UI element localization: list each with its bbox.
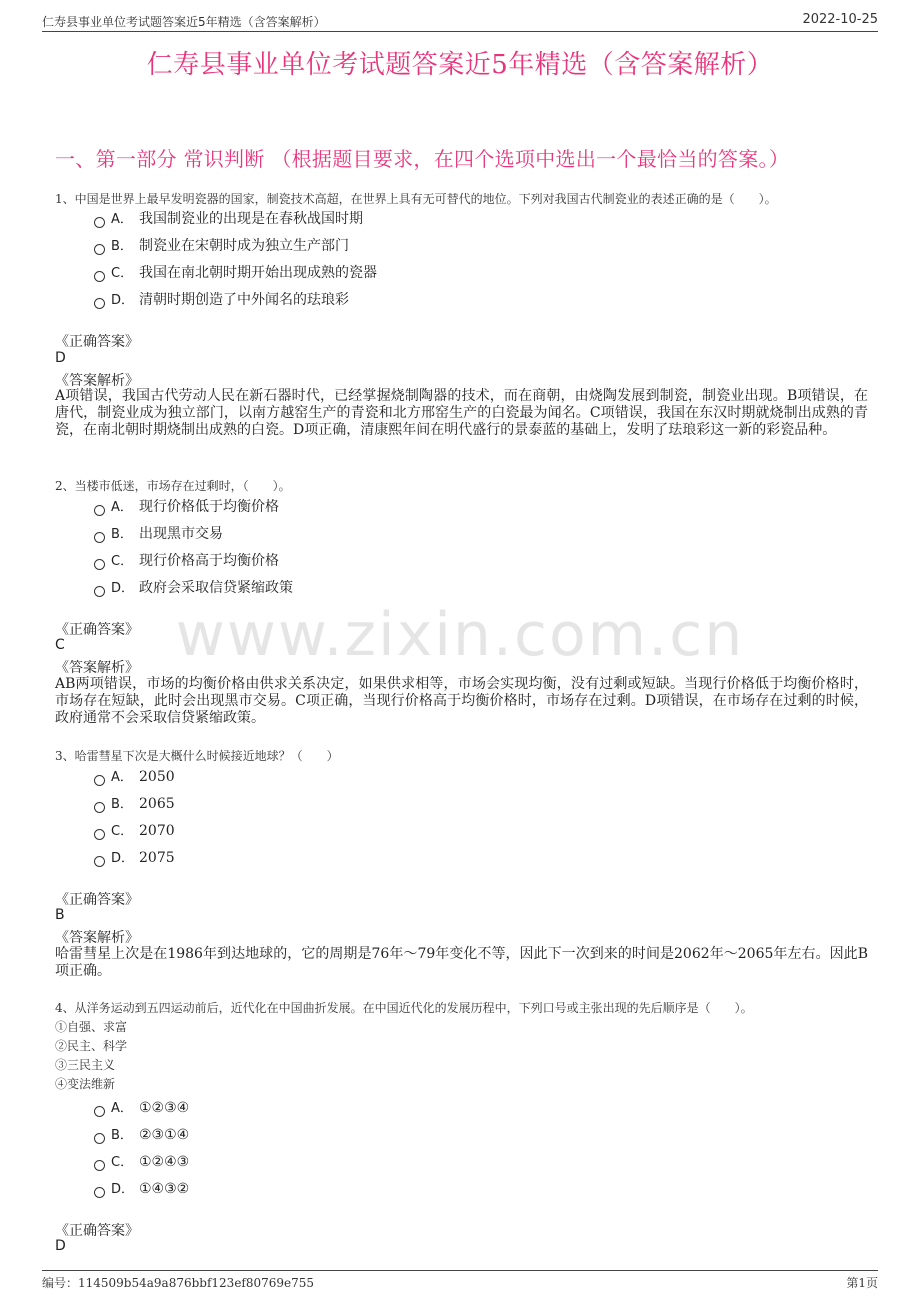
question-1-answer-label: 《正确答案》 <box>55 334 139 350</box>
question-4-answer: D <box>55 1238 66 1254</box>
radio-icon[interactable] <box>94 1133 105 1144</box>
question-2-stem: 2、当楼市低迷，市场存在过剩时，（ ）。 <box>55 479 291 493</box>
page-header <box>42 12 878 32</box>
question-3-option-b[interactable]: B． 2065 <box>94 793 175 813</box>
radio-icon[interactable] <box>94 298 105 309</box>
radio-icon[interactable] <box>94 829 105 840</box>
question-2-option-d[interactable]: D． 政府会采取信贷紧缩政策 <box>94 577 293 597</box>
question-2-option-b[interactable]: B． 出现黑市交易 <box>94 523 223 543</box>
question-1-answer: D <box>55 350 66 366</box>
radio-icon[interactable] <box>94 271 105 282</box>
question-4-answer-label: 《正确答案》 <box>55 1223 139 1239</box>
radio-icon[interactable] <box>94 532 105 543</box>
question-1-analysis-label: 《答案解析》 <box>55 373 139 389</box>
radio-icon[interactable] <box>94 802 105 813</box>
question-4-item-1: ①自强、求富 <box>55 1020 128 1034</box>
page-footer <box>42 1270 878 1290</box>
radio-icon[interactable] <box>94 505 105 516</box>
watermark: www.zixin.com.cn <box>175 600 745 670</box>
question-3-option-c[interactable]: C． 2070 <box>94 820 175 840</box>
question-3-answer-label: 《正确答案》 <box>55 892 139 908</box>
question-1-option-d[interactable]: D． 清朝时期创造了中外闻名的珐琅彩 <box>94 289 349 309</box>
question-2-answer: C <box>55 637 65 653</box>
question-4-item-4: ④变法维新 <box>55 1077 116 1091</box>
question-1-option-b[interactable]: B． 制瓷业在宋朝时成为独立生产部门 <box>94 235 349 255</box>
question-4-item-2: ②民主、科学 <box>55 1039 128 1053</box>
document-title: 仁寿县事业单位考试题答案近5年精选（含答案解析） <box>146 50 774 80</box>
radio-icon[interactable] <box>94 1187 105 1198</box>
question-2-option-c[interactable]: C． 现行价格高于均衡价格 <box>94 550 279 570</box>
question-4-stem: 4、从洋务运动到五四运动前后，近代化在中国曲折发展。在中国近代化的发展历程中，下列口号或主张出现的先后顺序是（ ）。 <box>55 1001 753 1015</box>
footer-page-number: 第1页 <box>846 1276 878 1290</box>
question-4-option-b[interactable]: B． ②③①④ <box>94 1124 189 1144</box>
radio-icon[interactable] <box>94 775 105 786</box>
question-1-option-a[interactable]: A． 我国制瓷业的出现是在春秋战国时期 <box>94 208 363 228</box>
radio-icon[interactable] <box>94 244 105 255</box>
radio-icon[interactable] <box>94 856 105 867</box>
question-3-stem: 3、哈雷彗星下次是大概什么时候接近地球？（ ） <box>55 749 339 763</box>
header-doc-name: 仁寿县事业单位考试题答案近5年精选（含答案解析） <box>42 15 326 29</box>
footer-doc-id: 编号：114509b54a9a876bbf123ef80769e755 <box>42 1276 315 1290</box>
radio-icon[interactable] <box>94 559 105 570</box>
radio-icon[interactable] <box>94 1160 105 1171</box>
radio-icon[interactable] <box>94 217 105 228</box>
question-3-answer: B <box>55 907 65 923</box>
question-1-stem: 1、中国是世界上最早发明瓷器的国家，制瓷技术高超，在世界上具有无可替代的地位。下列对我国古代制瓷业的表述正确的是（ ）。 <box>55 192 777 206</box>
question-3-option-d[interactable]: D． 2075 <box>94 847 175 867</box>
question-2-answer-label: 《正确答案》 <box>55 622 139 638</box>
question-3-analysis-label: 《答案解析》 <box>55 930 139 946</box>
question-3-analysis: 哈雷彗星上次是在1986年到达地球的，它的周期是76年～79年变化不等，因此下一次到来的时间是2062年～2065年左右。因此B项正确。 <box>55 946 868 979</box>
question-4-option-a[interactable]: A． ①②③④ <box>94 1097 189 1117</box>
question-1-analysis: A项错误，我国古代劳动人民在新石器时代，已经掌握烧制陶器的技术，而在商朝，由烧陶发展到制瓷，制瓷业出现。B项错误，在唐代，制瓷业成为独立部门，以南方越窑生产的青瓷和北方邢窑生产的白瓷最为闻名。C项错误，我国在东汉时期就烧制出成熟的青瓷，在南北朝时期烧制出成熟的白瓷。D项正确，清康熙年间在明代盛行的景泰蓝的基础上，发明了珐琅彩这一新的彩瓷品种。 <box>55 388 868 438</box>
question-4-option-c[interactable]: C． ①②④③ <box>94 1151 189 1171</box>
question-3-option-a[interactable]: A． 2050 <box>94 766 175 786</box>
question-4-option-d[interactable]: D． ①④③② <box>94 1178 189 1198</box>
question-1-option-c[interactable]: C． 我国在南北朝时期开始出现成熟的瓷器 <box>94 262 377 282</box>
section-title: 一、第一部分 常识判断 （根据题目要求，在四个选项中选出一个最恰当的答案。） <box>55 147 790 171</box>
radio-icon[interactable] <box>94 586 105 597</box>
question-2-analysis-label: 《答案解析》 <box>55 660 139 676</box>
question-4-item-3: ③三民主义 <box>55 1058 116 1072</box>
header-date: 2022-10-25 <box>802 12 878 27</box>
question-2-option-a[interactable]: A． 现行价格低于均衡价格 <box>94 496 279 516</box>
question-2-analysis: AB两项错误，市场的均衡价格由供求关系决定，如果供求相等，市场会实现均衡，没有过剩或短缺。当现行价格低于均衡价格时，市场存在短缺，此时会出现黑市交易。C项正确，当现行价格高于均衡价格时，市场存在过剩。D项错误，在市场存在过剩的时候，政府通常不会采取信贷紧缩政策。 <box>55 676 868 726</box>
radio-icon[interactable] <box>94 1106 105 1117</box>
